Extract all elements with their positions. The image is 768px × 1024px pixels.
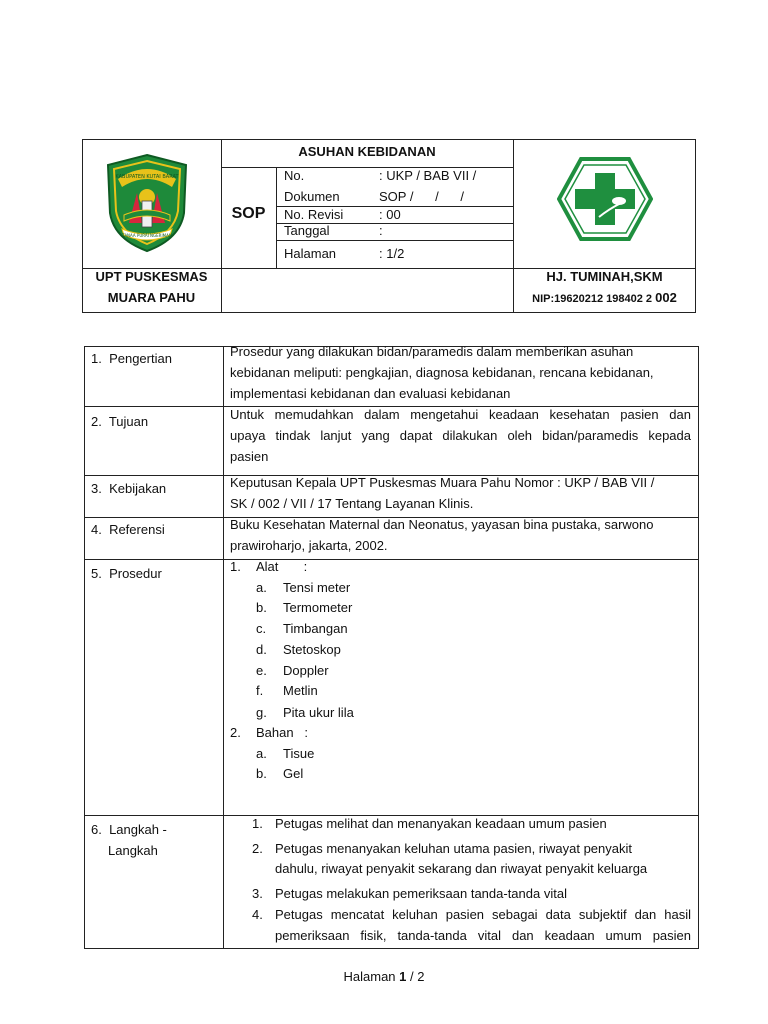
section-body-pengertian	[230, 341, 692, 404]
section-body-referensi	[230, 514, 692, 556]
pengertian-line-2: kebidanan meliputi: pengkajian, diagnosa kebidanan, rencana kebidanan,	[230, 365, 654, 380]
seal-banner-text: TANAA PURAI NGERIMAN	[122, 233, 172, 238]
section-label-tujuan: 2. Tujuan	[91, 414, 149, 429]
tujuan-line-2: upaya tindak lanjut yang dapat dilakukan oleh bidan/paramedis kepada	[230, 428, 691, 443]
section-label-langkah-1: 6. Langkah -	[91, 822, 167, 837]
step-num: 1.	[252, 816, 263, 831]
page-total: 2	[417, 969, 425, 984]
step-num: 4.	[252, 907, 263, 922]
signer-nip-suffix: 002	[655, 290, 677, 305]
section-body-tujuan	[230, 404, 691, 467]
step-text: Petugas melihat dan menanyakan keadaan umum pasien	[275, 816, 607, 831]
sop-label: SOP	[231, 205, 266, 222]
kabupaten-seal-icon	[104, 153, 190, 253]
signer-nip-prefix: NIP:19620212 198402 2	[532, 293, 653, 305]
page-prefix: Halaman	[343, 969, 396, 984]
step-text: pemeriksaan fisik, tanda-tanda vital dan keadaan umum pasien	[275, 928, 691, 943]
step-num: 2.	[252, 841, 263, 856]
field-label-no: No.	[284, 168, 305, 183]
step-text: Petugas mencatat keluhan pasien sebagai data subjektif dan hasil	[275, 907, 691, 922]
list-item: Termometer	[283, 600, 353, 615]
list-item: Doppler	[283, 663, 329, 678]
page-current: 1	[399, 969, 407, 984]
step-text: Petugas menanyakan keluhan utama pasien, riwayat penyakit	[275, 841, 632, 856]
org-name-line2: MUARA PAHU	[107, 290, 196, 305]
field-label-halaman: Halaman	[284, 246, 337, 261]
prosedur-group-title: Bahan :	[256, 725, 309, 740]
referensi-line-2: prawiroharjo, jakarta, 2002.	[230, 538, 388, 553]
field-label-tanggal: Tanggal	[284, 223, 330, 238]
signer-name: HJ. TUMINAH,SKM	[546, 269, 663, 284]
referensi-line-1: Buku Kesehatan Maternal dan Neonatus, yayasan bina pustaka, sarwono	[230, 517, 654, 532]
field-value-halaman: : 1/2	[379, 246, 405, 261]
list-item: Stetoskop	[283, 642, 341, 657]
list-item-key: e.	[256, 663, 267, 678]
section-label-referensi: 4. Referensi	[91, 522, 165, 537]
list-item: Timbangan	[283, 621, 348, 636]
signer-nip	[513, 290, 696, 307]
page-sep: /	[410, 969, 414, 984]
section-body-kebijakan	[230, 472, 692, 514]
list-item-key: d.	[256, 642, 267, 657]
step-text-block	[275, 904, 691, 946]
list-item-key: c.	[256, 621, 267, 636]
list-item-key: f.	[256, 683, 264, 698]
list-item: Tisue	[283, 746, 315, 761]
tujuan-line-3: pasien	[230, 449, 269, 464]
list-item-key: g.	[256, 705, 267, 720]
field-value-dokumen: SOP / / /	[379, 189, 465, 204]
list-item-key: b.	[256, 600, 267, 615]
section-label-pengertian: 1. Pengertian	[91, 351, 172, 366]
step-num: 3.	[252, 886, 263, 901]
field-label-dokumen: Dokumen	[284, 189, 340, 204]
list-item-key: a.	[256, 746, 267, 761]
field-value-no: : UKP / BAB VII /	[379, 168, 477, 183]
field-label-revisi: No. Revisi	[284, 207, 344, 222]
org-name-line1: UPT PUSKESMAS	[95, 269, 208, 284]
list-item-key: a.	[256, 580, 267, 595]
kebijakan-line-1: Keputusan Kepala UPT Puskesmas Muara Pahu Nomor : UKP / BAB VII /	[230, 475, 655, 490]
field-value-tanggal: :	[379, 223, 383, 238]
prosedur-group-num: 1.	[230, 559, 241, 574]
prosedur-group-num: 2.	[230, 725, 241, 740]
sop-title: ASUHAN KEBIDANAN	[298, 144, 436, 159]
list-item: Pita ukur lila	[283, 705, 354, 720]
section-label-prosedur: 5. Prosedur	[91, 566, 162, 581]
field-value-revisi: : 00	[379, 207, 401, 222]
prosedur-group-title: Alat :	[256, 559, 308, 574]
kebijakan-line-2: SK / 002 / VII / 17 Tentang Layanan Klinis.	[230, 496, 474, 511]
pengertian-line-1: Prosedur yang dilakukan bidan/paramedis dalam memberikan asuhan	[230, 344, 634, 359]
pengertian-line-3: implementasi kebidanan dan evaluasi kebidanan	[230, 386, 511, 401]
page-number	[0, 969, 768, 985]
list-item-key: b.	[256, 766, 267, 781]
tujuan-line-1: Untuk memudahkan dalam mengetahui keadaan kesehatan pasien dan	[230, 407, 691, 422]
list-item: Gel	[283, 766, 304, 781]
step-text: dahulu, riwayat penyakit sekarang dan riwayat penyakit keluarga	[275, 861, 648, 876]
section-label-kebijakan: 3. Kebijakan	[91, 481, 167, 496]
step-text: Petugas melakukan pemeriksaan tanda-tanda vital	[275, 886, 567, 901]
list-item: Tensi meter	[283, 580, 351, 595]
puskesmas-logo-icon	[557, 157, 653, 241]
section-label-langkah-2: Langkah	[108, 843, 158, 858]
list-item: Metlin	[283, 683, 318, 698]
seal-ring-text: KABUPATEN KUTAI BARAT	[115, 174, 179, 180]
